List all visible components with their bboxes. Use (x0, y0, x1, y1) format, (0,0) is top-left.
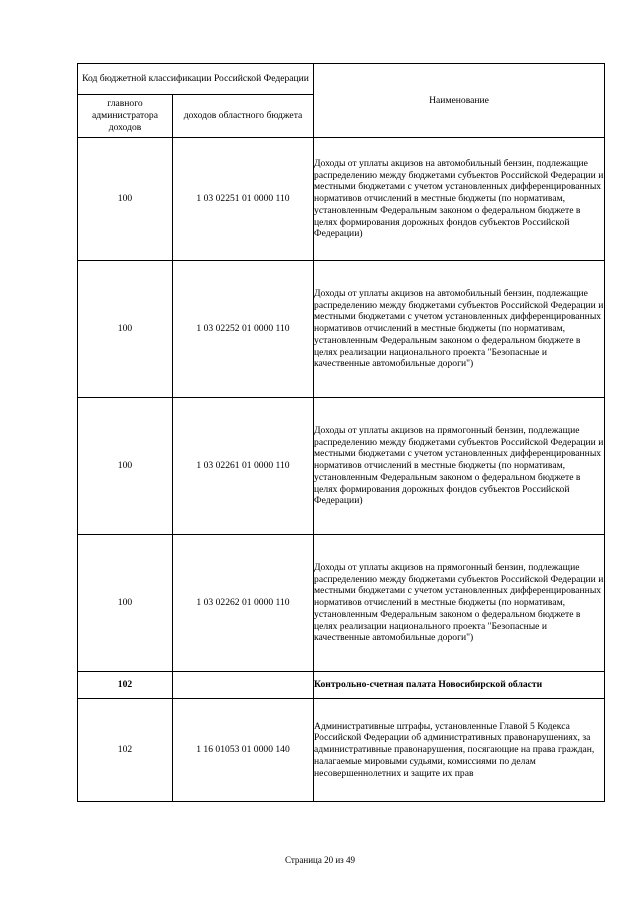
header-name: Наименование (314, 64, 605, 138)
description-cell: Доходы от уплаты акцизов на прямогонный бензин, подлежащие распределению между бюджетами субъектов Российской Федерации и местными бюджетами с учетом установленных дифференцированных нормативов отчислений в местные бюджеты (по нормативам, установленным Федеральным законом о федеральном бюджете в целях формирования дорожных фондов субъектов Российской Федерации) (314, 398, 605, 535)
description-cell: Административные штрафы, установленные Главой 5 Кодекса Российской Федерации об административных правонарушениях, за административные правонарушения, посягающие на права граждан, налагаемые мировыми судьями, комиссиями по делам несовершеннолетних и защите их прав (314, 699, 605, 802)
admin-cell: 100 (78, 398, 173, 535)
description-cell: Доходы от уплаты акцизов на автомобильный бензин, подлежащие распределению между бюджетами субъектов Российской Федерации и местными бюджетами с учетом установленных дифференцированных нормативов отчислений в местные бюджеты (по нормативам, установленным Федеральным законом о федеральном бюджете в целях формирования дорожных фондов субъектов Российской Федерации) (314, 138, 605, 261)
table-row (78, 398, 605, 535)
description-cell: Доходы от уплаты акцизов на прямогонный бензин, подлежащие распределению между бюджетами субъектов Российской Федерации и местными бюджетами с учетом установленных дифференцированных нормативов отчислений в местные бюджеты (по нормативам, установленным Федеральным законом о федеральном бюджете в целях реализации национального проекта "Безопасные и качественные автомобильные дороги") (314, 535, 605, 672)
page-number: Страница 20 из 49 (285, 855, 355, 865)
admin-cell: 102 (78, 672, 173, 699)
table-row (78, 261, 605, 398)
code-cell: 1 03 02252 01 0000 110 (173, 261, 314, 398)
description-cell: Доходы от уплаты акцизов на автомобильный бензин, подлежащие распределению между бюджетами субъектов Российской Федерации и местными бюджетами с учетом установленных дифференцированных нормативов отчислений в местные бюджеты (по нормативам, установленным Федеральным законом о федеральном бюджете в целях реализации национального проекта "Безопасные и качественные автомобильные дороги") (314, 261, 605, 398)
code-cell: 1 03 02251 01 0000 110 (173, 138, 314, 261)
table-row (78, 699, 605, 802)
table-row (78, 535, 605, 672)
code-cell: 1 03 02261 01 0000 110 (173, 398, 314, 535)
code-cell: 1 16 01053 01 0000 140 (173, 699, 314, 802)
budget-classification-table (77, 63, 605, 802)
code-cell (173, 672, 314, 699)
header-code: доходов областного бюджета (173, 95, 314, 138)
admin-cell: 102 (78, 699, 173, 802)
table-row (78, 138, 605, 261)
header-group-label: Код бюджетной классификации Российской Федерации (78, 64, 314, 95)
admin-cell: 100 (78, 535, 173, 672)
admin-cell: 100 (78, 138, 173, 261)
table-row-section-header (78, 672, 605, 699)
admin-cell: 100 (78, 261, 173, 398)
header-admin: главного администратора доходов (78, 95, 173, 138)
code-cell: 1 03 02262 01 0000 110 (173, 535, 314, 672)
description-cell: Контрольно-счетная палата Новосибирской области (314, 672, 605, 699)
